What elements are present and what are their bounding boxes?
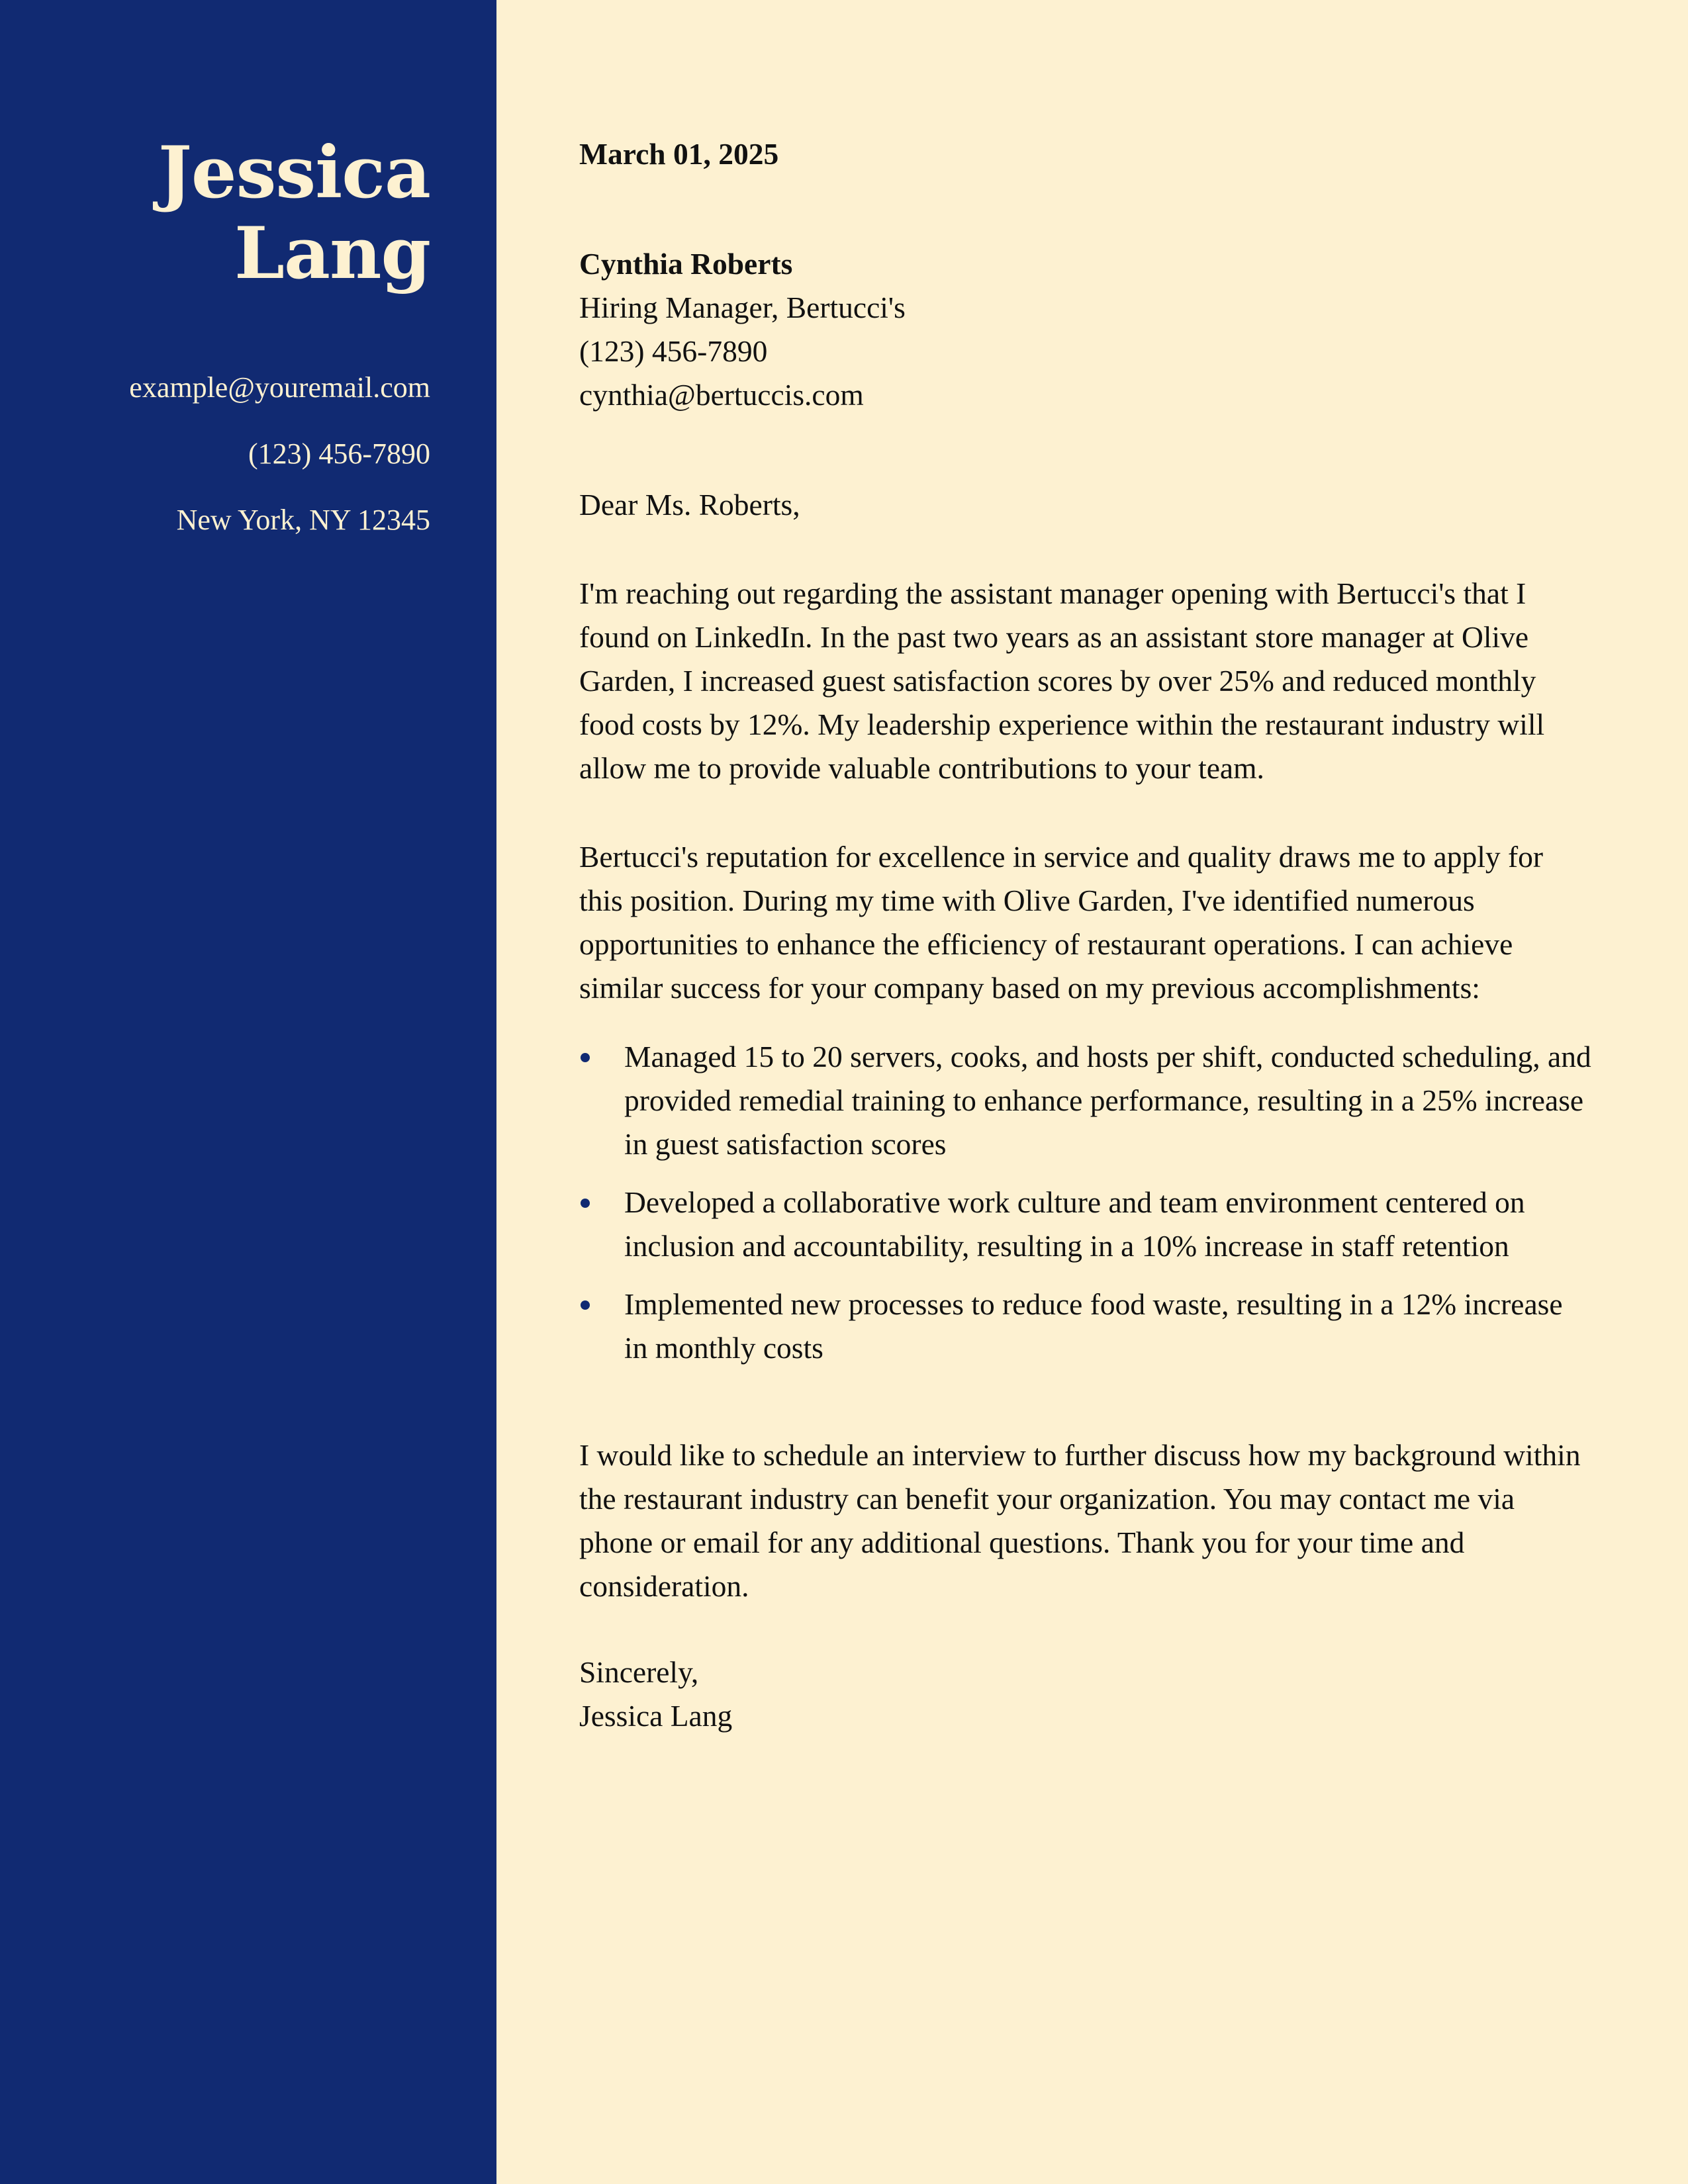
recipient-title: Hiring Manager, Bertucci's <box>579 291 906 324</box>
signoff-block <box>579 1651 1592 1738</box>
applicant-name <box>33 132 430 294</box>
list-item <box>579 1035 1592 1166</box>
sidebar <box>0 0 496 2184</box>
recipient-block <box>579 242 1592 417</box>
recipient-phone: (123) 456-7890 <box>579 334 768 368</box>
applicant-location: New York, NY 12345 <box>176 504 430 536</box>
signoff: Sincerely, <box>579 1655 699 1689</box>
list-item <box>579 1283 1592 1370</box>
signature-name: Jessica Lang <box>579 1699 733 1733</box>
bullet-icon <box>581 1199 590 1208</box>
list-item-text: Managed 15 to 20 servers, cooks, and hosts per shift, conducted scheduling, and provided remedial training to enhance performance, resulting in a 25% increase in guest satisfaction scores <box>624 1040 1591 1161</box>
recipient-name: Cynthia Roberts <box>579 247 793 281</box>
list-item-text: Developed a collaborative work culture and team environment centered on inclusion and accountability, resulting in a 10% increase in staff retention <box>624 1185 1525 1263</box>
recipient-email: cynthia@bertuccis.com <box>579 378 864 412</box>
applicant-first-name: Jessica <box>158 131 430 214</box>
body-paragraph: Bertucci's reputation for excellence in service and quality draws me to apply for this position. During my time with Olive Garden, I've identified numerous opportunities to enhance the efficiency of restaurant operations. I can achieve similar success for your company based on my previous accomplishments: <box>579 840 1544 1005</box>
applicant-email: example@youremail.com <box>129 371 430 404</box>
closing-paragraph: I would like to schedule an interview to further discuss how my background within the restaurant industry can benefit your organization. You may contact me via phone or email for any additional questions. Thank you for your time and consideration. <box>579 1438 1581 1603</box>
letter-date: March 01, 2025 <box>579 137 779 171</box>
bullet-icon <box>581 1053 590 1062</box>
list-item <box>579 1181 1592 1268</box>
accomplishments-list <box>579 1035 1592 1370</box>
salutation: Dear Ms. Roberts, <box>579 488 800 522</box>
bullet-icon <box>581 1300 590 1310</box>
contact-info <box>7 367 430 566</box>
applicant-last-name: Lang <box>234 212 430 295</box>
list-item-text: Implemented new processes to reduce food waste, resulting in a 12% increase in monthly costs <box>624 1287 1563 1365</box>
applicant-phone: (123) 456-7890 <box>248 437 430 470</box>
intro-paragraph: I'm reaching out regarding the assistant manager opening with Bertucci's that I found on LinkedIn. In the past two years as an assistant store manager at Olive Garden, I increased guest satisfaction scores by over 25% and reduced monthly food costs by 12%. My leadership experience within the restaurant industry will allow me to provide valuable contributions to your team. <box>579 576 1545 785</box>
letter-body <box>579 132 1592 1738</box>
